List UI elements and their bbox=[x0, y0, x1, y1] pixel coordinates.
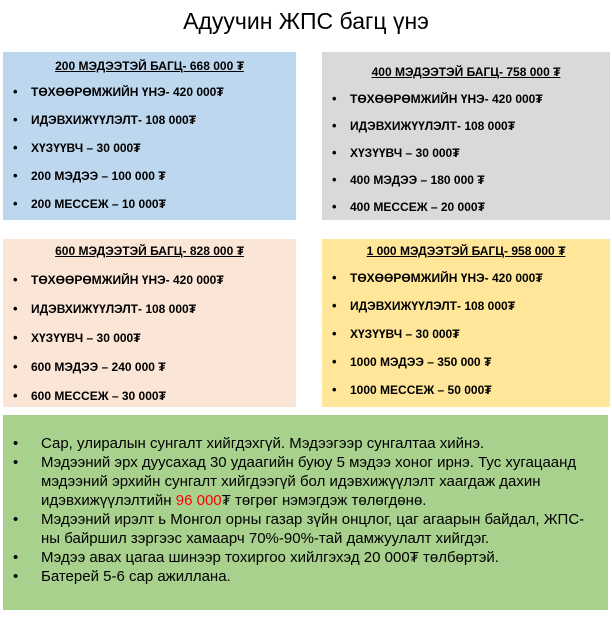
note-schedule-fee: • Мэдээ авах цагаа шинээр тохиргоо хийлгэхэд 20 000₮ төлбөртэй. bbox=[11, 548, 596, 567]
package-400 bbox=[322, 52, 610, 220]
package-400-item-device: • ТӨХӨӨРӨМЖИЙН ҮНЭ- 420 000₮ bbox=[322, 91, 610, 107]
note-renewal: • Сар, улиралын сунгалт хийгдэхгүй. Мэдээгээр сунгалтаа хийнэ. bbox=[11, 434, 596, 453]
note-expiry-tail: ₮ төгрөг нэмэгдэж төлөгдөнө. bbox=[221, 492, 427, 509]
page-title: Адуучин ЖПС багц үнэ bbox=[183, 8, 429, 34]
notes-list bbox=[11, 434, 596, 586]
note-expiry bbox=[11, 453, 596, 510]
package-1000-item-activation: • ИДЭВХИЖҮҮЛЭЛТ- 108 000₮ bbox=[322, 298, 610, 314]
package-400-item-reports: • 400 МЭДЭЭ – 180 000 ₮ bbox=[322, 172, 610, 188]
package-200-item-messages: • 200 МЕССЕЖ – 10 000₮ bbox=[3, 196, 296, 212]
package-400-heading: 400 МЭДЭЭТЭЙ БАГЦ- 758 000 ₮ bbox=[371, 65, 561, 79]
package-200-item-device: • ТӨХӨӨРӨМЖИЙН ҮНЭ- 420 000₮ bbox=[3, 84, 296, 100]
package-1000-item-messages: • 1000 МЕССЕЖ – 50 000₮ bbox=[322, 382, 610, 398]
package-200-heading: 200 МЭДЭЭТЭЙ БАГЦ- 668 000 ₮ bbox=[55, 59, 244, 73]
package-200-item-activation: • ИДЭВХИЖҮҮЛЭЛТ- 108 000₮ bbox=[3, 112, 296, 128]
package-600 bbox=[3, 239, 296, 407]
package-400-item-collar: • ХҮЗҮҮВЧ – 30 000₮ bbox=[322, 145, 610, 161]
package-200-item-reports: • 200 МЭДЭЭ – 100 000 ₮ bbox=[3, 168, 296, 184]
package-1000 bbox=[322, 239, 610, 407]
package-600-list bbox=[3, 272, 296, 404]
reactivation-fee: 96 000 bbox=[175, 492, 222, 509]
note-coverage: • Мэдээний ирэлт ь Монгол орны газар зүйн онцлог, цаг агаарын байдал, ЖПС-ны байршил зэргээс хамаарч 70%-90%-тай дамжуулалт хийгдэг. bbox=[11, 510, 596, 548]
package-600-item-collar: • ХҮЗҮҮВЧ – 30 000₮ bbox=[3, 330, 296, 346]
package-1000-heading: 1 000 МЭДЭЭТЭЙ БАГЦ- 958 000 ₮ bbox=[366, 244, 566, 258]
package-200 bbox=[3, 52, 296, 220]
package-400-item-messages: • 400 МЕССЕЖ – 20 000₮ bbox=[322, 199, 610, 215]
package-200-list bbox=[3, 84, 296, 212]
notes-panel bbox=[3, 415, 608, 610]
package-600-item-device: • ТӨХӨӨРӨМЖИЙН ҮНЭ- 420 000₮ bbox=[3, 272, 296, 288]
package-600-heading: 600 МЭДЭЭТЭЙ БАГЦ- 828 000 ₮ bbox=[55, 244, 244, 258]
package-400-list bbox=[322, 91, 610, 215]
package-200-item-collar: • ХҮЗҮҮВЧ – 30 000₮ bbox=[3, 140, 296, 156]
note-expiry-text: Мэдээний эрх дуусахад 30 удаагийн буюу 5 мэдээ хоног ирнэ. Тус хугацаанд мэдээний эрхийн сунгалт хийгдээгүй бол идэвхижүүлэлт хаагдаж дахин идэвхижүүлэлтийн bbox=[41, 454, 577, 509]
package-1000-item-collar: • ХҮЗҮҮВЧ – 30 000₮ bbox=[322, 326, 610, 342]
package-1000-item-device: • ТӨХӨӨРӨМЖИЙН ҮНЭ- 420 000₮ bbox=[322, 270, 610, 286]
package-600-item-activation: • ИДЭВХИЖҮҮЛЭЛТ- 108 000₮ bbox=[3, 301, 296, 317]
package-600-item-reports: • 600 МЭДЭЭ – 240 000 ₮ bbox=[3, 359, 296, 375]
note-battery: • Батерей 5-6 сар ажиллана. bbox=[11, 567, 596, 586]
package-600-item-messages: • 600 МЕССЕЖ – 30 000₮ bbox=[3, 388, 296, 404]
package-1000-list bbox=[322, 270, 610, 398]
package-400-item-activation: • ИДЭВХИЖҮҮЛЭЛТ- 108 000₮ bbox=[322, 118, 610, 134]
package-1000-item-reports: • 1000 МЭДЭЭ – 350 000 ₮ bbox=[322, 354, 610, 370]
